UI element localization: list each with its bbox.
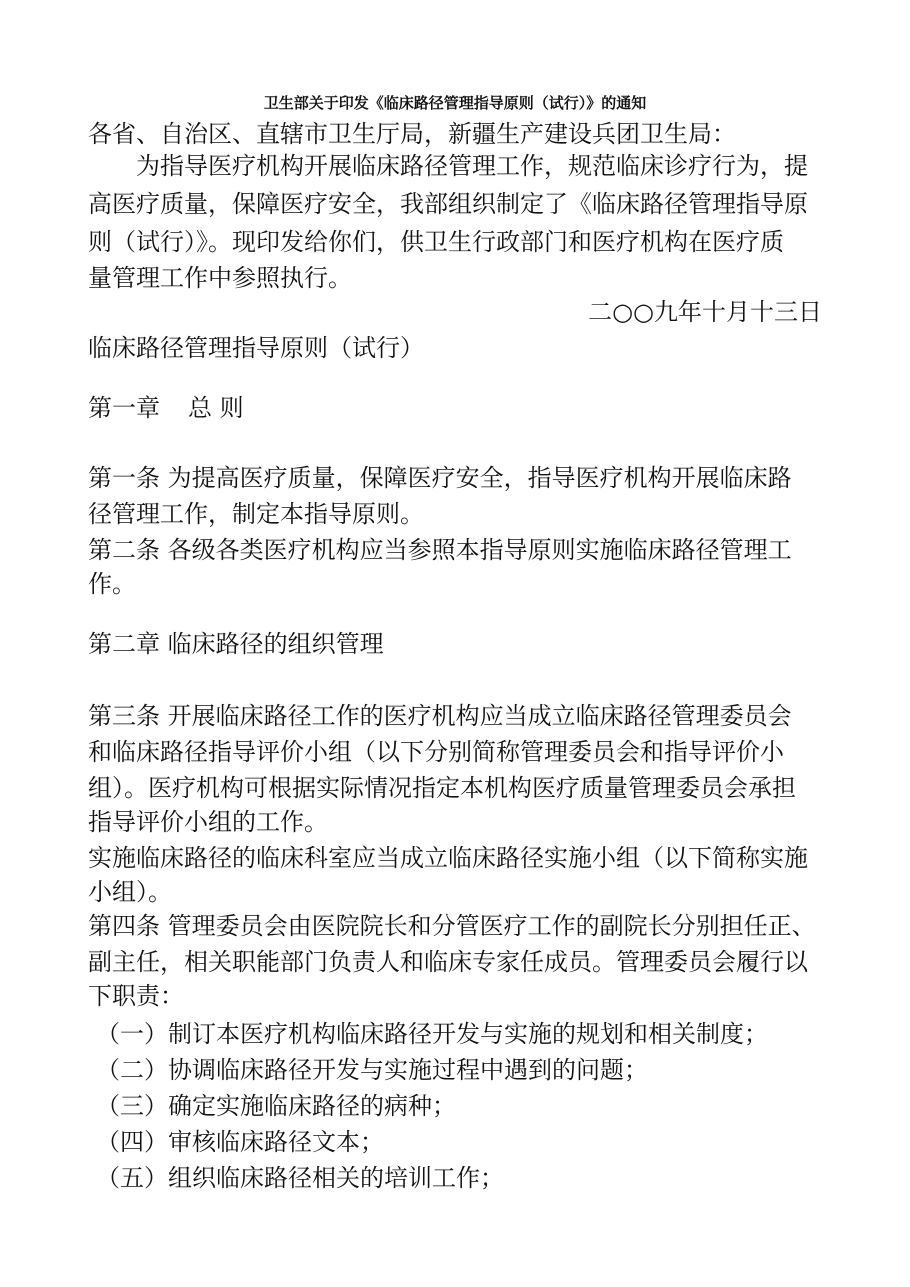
notice-line-3: 则（试行）》。现印发给你们，供卫生行政部门和医疗机构在医疗质 (88, 228, 784, 256)
article-3-line-6: 小组）。 (88, 878, 172, 906)
article-4-line-1: 第四条 管理委员会由医院院长和分管医疗工作的副院长分别担任正、 (88, 912, 816, 940)
article-2-line-2: 作。 (88, 570, 136, 598)
article-3-line-1: 第三条 开展临床路径工作的医疗机构应当成立临床路径管理委员会 (88, 702, 792, 730)
article-2-line-1: 第二条 各级各类医疗机构应当参照本指导原则实施临床路径管理工 (88, 536, 792, 564)
article-3-line-5: 实施临床路径的临床科室应当成立临床路径实施小组（以下简称实施 (88, 844, 808, 872)
article-4-line-3: 下职责： (88, 982, 184, 1010)
salutation: 各省、自治区、直辖市卫生厅局，新疆生产建设兵团卫生局： (88, 120, 736, 148)
article-4-line-2: 副主任，相关职能部门负责人和临床专家任成员。管理委员会履行以 (88, 948, 808, 976)
notice-line-1: 为指导医疗机构开展临床路径管理工作，规范临床诊疗行为，提 (136, 152, 808, 180)
chapter-1-number: 第一章 (88, 394, 160, 422)
guide-title: 临床路径管理指导原则（试行） (88, 334, 424, 362)
article-1-line-2: 径管理工作，制定本指导原则。 (88, 500, 424, 528)
duty-item-2: （二）协调临床路径开发与实施过程中遇到的问题； (96, 1056, 648, 1084)
duty-item-4: （四）审核临床路径文本； (96, 1128, 384, 1156)
chapter-1-title: 总 则 (188, 394, 244, 422)
notice-line-2: 高医疗质量，保障医疗安全，我部组织制定了《临床路径管理指导原 (88, 190, 808, 218)
article-3-line-2: 和临床路径指导评价小组（以下分别简称管理委员会和指导评价小 (88, 738, 784, 766)
duty-item-1: （一）制订本医疗机构临床路径开发与实施的规划和相关制度； (96, 1020, 768, 1048)
article-3-line-3: 组）。医疗机构可根据实际情况指定本机构医疗质量管理委员会承担 (88, 774, 796, 802)
chapter-1-heading (88, 392, 828, 424)
duty-item-5: （五）组织临床路径相关的培训工作； (96, 1164, 504, 1192)
chapter-2-heading: 第二章 临床路径的组织管理 (88, 630, 384, 658)
issue-date: 二○○九年十月十三日 (588, 298, 822, 326)
duty-item-3: （三）确定实施临床路径的病种； (96, 1092, 456, 1120)
notice-line-4: 量管理工作中参照执行。 (88, 264, 352, 292)
article-1-line-1: 第一条 为提高医疗质量，保障医疗安全，指导医疗机构开展临床路 (88, 464, 792, 492)
article-3-line-4: 指导评价小组的工作。 (88, 808, 328, 836)
document-title: 卫生部关于印发《临床路径管理指导原则（试行）》的通知 (263, 94, 647, 112)
